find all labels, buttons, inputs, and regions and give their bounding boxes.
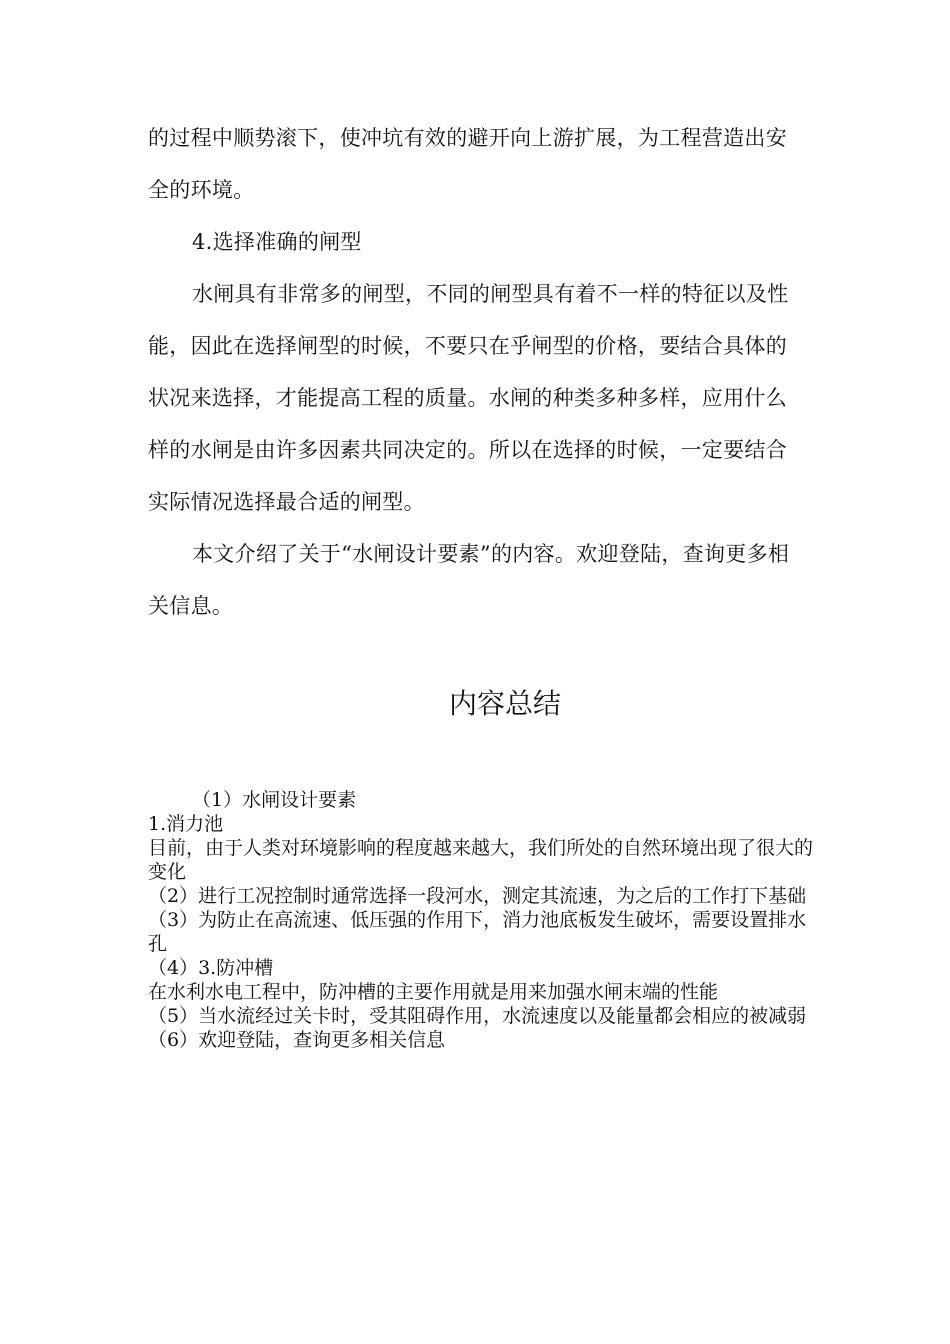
paragraph-gate-types: 水闸具有非常多的闸型，不同的闸型具有着不一样的特征以及性能，因此在选择闸型的时候，不要只在乎闸型的价格，要结合具体的状况来选择，才能提高工程的质量。水闸的种类多种多样，应用什么样的水闸是由许多因素共同决定的。所以在选择的时候，一定要结合实际情况选择最合适的闸型。 [148, 282, 789, 514]
summary-item: （3）为防止在高流速、低压强的作用下，消力池底板发生破坏，需要设置排水孔 [148, 909, 807, 955]
summary-item: 1.消力池 [148, 813, 224, 835]
summary-title: 内容总结 [448, 687, 561, 720]
summary-item: 目前，由于人类对环境影响的程度越来越大，我们所处的自然环境出现了很大的变化 [148, 837, 814, 883]
summary-item: （5）当水流经过关卡时，受其阻碍作用，水流速度以及能量都会相应的被减弱 [148, 1005, 807, 1027]
summary-list [148, 788, 813, 1052]
paragraph-continued: 的过程中顺势滚下，使冲坑有效的避开向上游扩展，为工程营造出安全的环境。 [148, 126, 787, 202]
section-heading-4: 4.选择准确的闸型 [192, 230, 362, 254]
summary-item: 在水利水电工程中，防冲槽的主要作用就是用来加强水闸末端的性能 [148, 981, 719, 1003]
summary-item: （1）水闸设计要素 [192, 789, 357, 811]
paragraph-closing: 本文介绍了关于“水闸设计要素”的内容。欢迎登陆，查询更多相关信息。 [148, 542, 790, 618]
summary-item: （4）3.防冲槽 [148, 957, 274, 979]
summary-item: （2）进行工况控制时通常选择一段河水，测定其流速，为之后的工作打下基础 [148, 885, 807, 907]
summary-item: （6）欢迎登陆，查询更多相关信息 [148, 1029, 446, 1051]
article-body [148, 112, 808, 632]
